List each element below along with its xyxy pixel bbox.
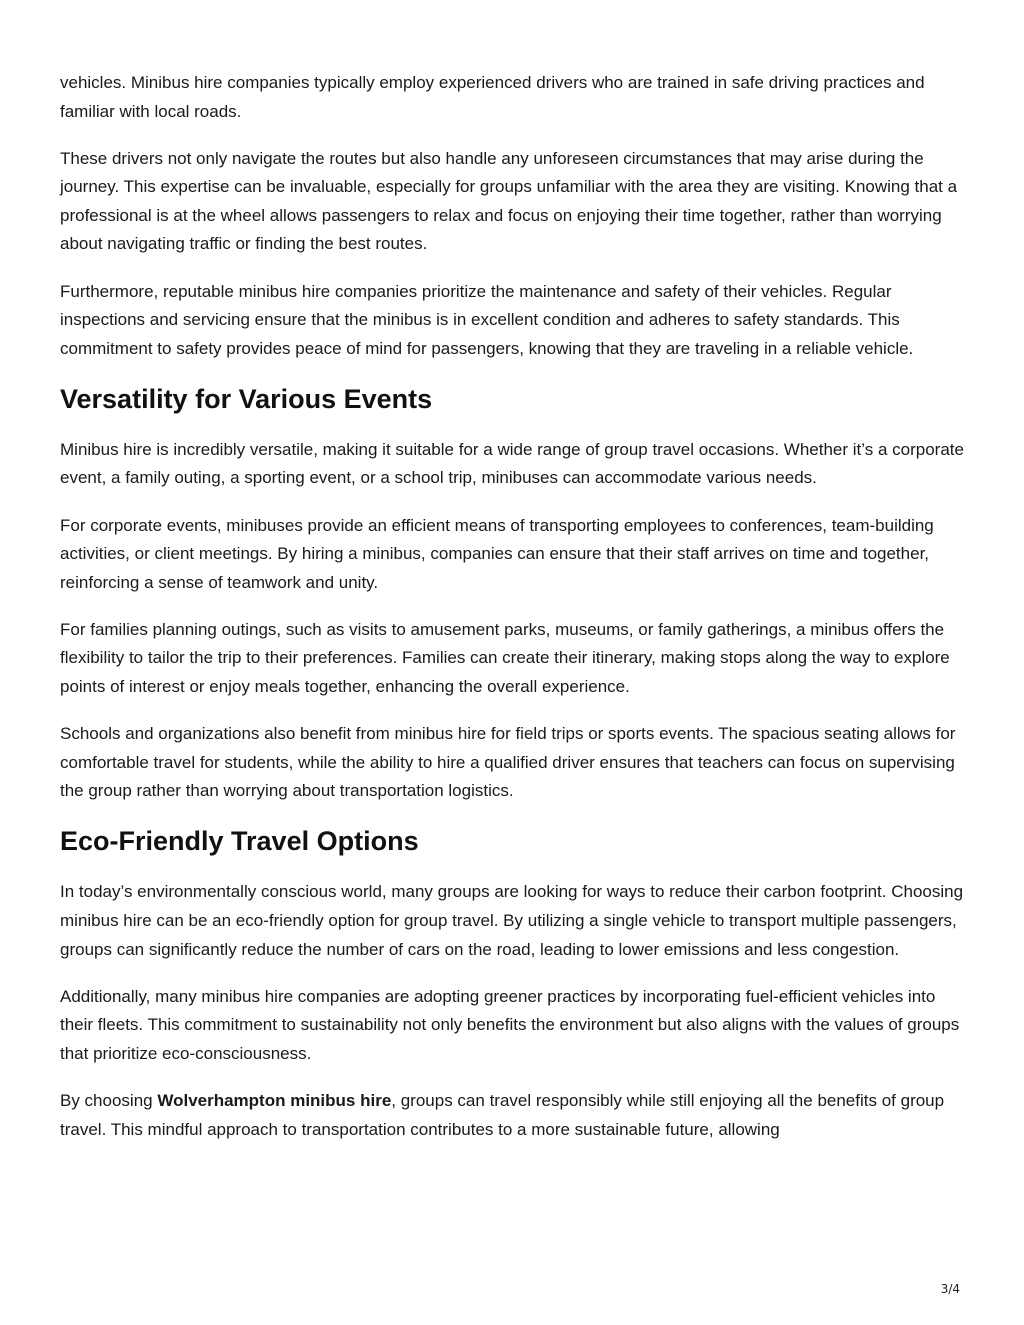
paragraph-wolverhampton-rest: , groups can travel responsibly while still enjoying all the benefits of group travel. This mindful approach to transportation contributes to a more sustainable future, allowing <box>60 1090 945 1139</box>
paragraph-maintenance-safety: Furthermore, reputable minibus hire companies prioritize the maintenance and safety of their vehicles. Regular inspections and servicing ensure that the minibus is in excellent condition and adheres to safety standards. This commitment to safety provides peace of mind for passengers, knowing that they are traveling in a reliable vehicle. <box>60 281 914 358</box>
article-body <box>60 69 970 1144</box>
paragraph-greener-practices: Additionally, many minibus hire companies are adopting greener practices by incorporating fuel-efficient vehicles into their fleets. This commitment to sustainability not only benefits the environment but also aligns with the values of groups that prioritize eco-consciousness. <box>60 986 960 1063</box>
paragraph-eco-intro: In today’s environmentally conscious world, many groups are looking for ways to reduce their carbon footprint. Choosing minibus hire can be an eco-friendly option for group travel. By utilizing a single vehicle to transport multiple passengers, groups can significantly reduce the number of cars on the road, leading to lower emissions and less congestion. <box>60 882 964 959</box>
heading-eco-friendly: Eco-Friendly Travel Options <box>60 826 419 857</box>
paragraph-schools-organizations: Schools and organizations also benefit from minibus hire for field trips or sports events. The spacious seating allows for comfortable travel for students, while the ability to hire a qualified driver ensures that teachers can focus on supervising the group rather than worrying about transportation logistics. <box>60 724 956 801</box>
heading-versatility: Versatility for Various Events <box>60 383 433 414</box>
paragraph-corporate-events: For corporate events, minibuses provide an efficient means of transporting employees to conferences, team-building activities, or client meetings. By hiring a minibus, companies can ensure that their staff arrives on time and together, reinforcing a sense of teamwork and unity. <box>60 515 934 592</box>
page-number: 3/4 <box>940 1282 960 1296</box>
paragraph-drivers-intro: vehicles. Minibus hire companies typically employ experienced drivers who are trained in safe driving practices and familiar with local roads. <box>60 73 925 121</box>
paragraph-wolverhampton-lead: By choosing <box>60 1090 158 1110</box>
paragraph-family-outings: For families planning outings, such as visits to amusement parks, museums, or family gatherings, a minibus offers the flexibility to tailor the trip to their preferences. Families can create their itinerary, making stops along the way to explore points of interest or enjoy meals together, enhancing the overall experience. <box>60 619 950 696</box>
paragraph-wolverhampton <box>60 1087 970 1144</box>
wolverhampton-minibus-hire-bold: Wolverhampton minibus hire <box>157 1090 392 1110</box>
paragraph-versatility-intro: Minibus hire is incredibly versatile, making it suitable for a wide range of group travel occasions. Whether it’s a corporate event, a family outing, a sporting event, or a school trip, minibuses can accommodate various needs. <box>60 439 964 488</box>
paragraph-drivers-expertise: These drivers not only navigate the routes but also handle any unforeseen circumstances that may arise during the journey. This expertise can be invaluable, especially for groups unfamiliar with the area they are visiting. Knowing that a professional is at the wheel allows passengers to relax and focus on enjoying their time together, rather than worrying about navigating traffic or finding the best routes. <box>60 148 958 254</box>
